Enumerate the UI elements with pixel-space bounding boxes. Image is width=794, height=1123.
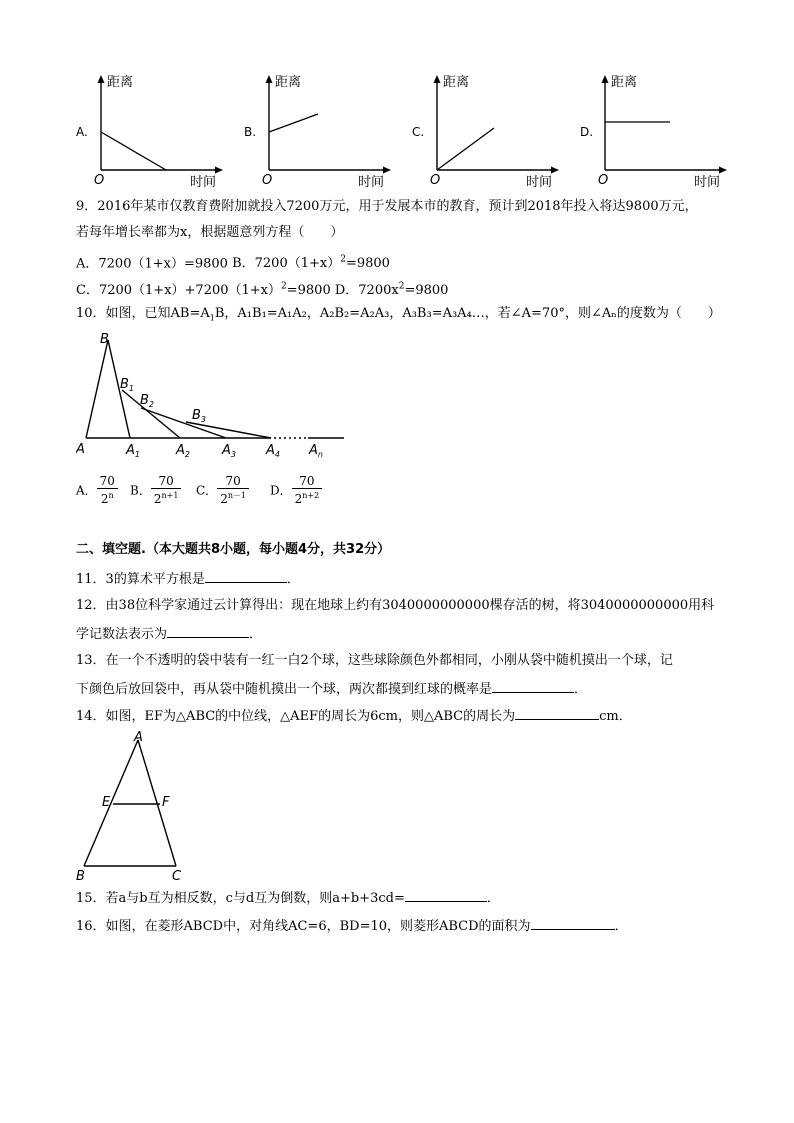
q10-option-c-den: $2^{n-1}$	[220, 491, 247, 506]
q10-option-d-letter: D．	[270, 483, 292, 498]
section-2-heading: 二、填空题.（本大题共8小题，每小题4分，共32分）	[76, 542, 391, 557]
q13-answer-blank[interactable]	[492, 678, 574, 693]
q10-label-A3: $A_3$	[222, 443, 236, 459]
q10-option-a-fraction	[97, 474, 118, 506]
q13-line2	[76, 678, 587, 700]
q10-label-A2: $A_2$	[176, 443, 190, 459]
q14-label-E: E	[102, 795, 111, 810]
q10-label-A: A	[76, 442, 85, 457]
graph-b-ylabel: 距离	[275, 75, 302, 90]
q10-option-c	[196, 474, 249, 506]
q10-label-A4: $A_4$	[266, 443, 280, 459]
q10-option-d-num: 70	[292, 474, 323, 489]
q10-label-B1: $B_1$	[120, 377, 135, 393]
q10-label-An: $A_n$	[309, 443, 323, 459]
q10-sub-1: 1	[209, 313, 215, 323]
q11-text: 11．3的算术平方根是	[76, 572, 205, 587]
q11-end: ．	[286, 572, 300, 587]
graph-d-ylabel: 距离	[611, 75, 638, 90]
q13-text: 下颜色后放回袋中，再从袋中随机摸出一个球，两次都摸到红球的概率是	[76, 682, 493, 697]
q10-option-d-den: $2^{n+2}$	[294, 491, 320, 506]
q9-option-b-text: B．7200（1+x）	[227, 256, 341, 272]
q9-option-d	[331, 283, 449, 298]
q10-seg-B3A4	[186, 422, 271, 438]
q9-option-b-exp: 2	[340, 255, 346, 265]
q12-line1: 12．由38位科学家通过云计算得出：现在地球上约有3040000000000棵存活的树，将3040000000000用科	[76, 598, 715, 613]
q14-label-F: F	[162, 795, 170, 810]
q10-label-B3: $B_3$	[192, 408, 207, 424]
q10-text-rest: B，A₁B₁=A₁A₂，A₂B₂=A₂A₃，A₃B₃=A₃A₄…，若∠A=70°，则∠Aₙ的度数为（ ）	[214, 306, 721, 321]
graph-a-letter: A.	[76, 125, 88, 139]
q16	[76, 915, 628, 937]
q10-option-b-letter: B．	[130, 483, 151, 498]
q14-side-AB	[84, 740, 138, 866]
q10-label-A1: $A_1$	[126, 443, 140, 459]
graph-d-x-arrow	[719, 167, 727, 174]
q14-triangle-figure	[76, 728, 196, 884]
graph-b	[238, 70, 398, 195]
graph-c	[406, 70, 566, 195]
q10-option-b-fraction	[151, 474, 182, 506]
q10-option-a	[76, 474, 118, 506]
q9-option-d-text: D．7200x	[330, 283, 399, 299]
q10-seg-B2A3	[141, 408, 226, 438]
q15-text: 15．若a与b互为相反数，c与d互为倒数，则a+b+3cd=	[76, 891, 405, 906]
graph-a-origin: O	[94, 173, 105, 188]
q10-label-B: B	[100, 332, 109, 347]
q13-end: ．	[574, 682, 588, 697]
graph-c-x-arrow	[551, 167, 559, 174]
q14-answer-blank[interactable]	[515, 705, 599, 720]
q15-answer-blank[interactable]	[405, 887, 487, 902]
graph-b-xlabel: 时间	[358, 175, 385, 190]
q9-line2: 若每年增长率都为x，根据题意列方程（ ）	[76, 225, 344, 240]
q12-text: 学记数法表示为	[76, 627, 168, 642]
q12-end: ．	[249, 627, 263, 642]
graph-b-x-arrow	[383, 167, 391, 174]
graph-a-x-arrow	[215, 167, 223, 174]
q9-option-c-text: C．7200（1+x）+7200（1+x）	[76, 283, 281, 299]
q14-label-B: B	[76, 869, 85, 884]
q9-option-c-rhs: =9800	[286, 283, 331, 299]
graph-a-ylabel: 距离	[107, 75, 134, 90]
graph-c-xlabel: 时间	[526, 175, 553, 190]
graph-b-letter: B.	[244, 125, 257, 139]
q10-option-b-den: $2^{n+1}$	[153, 491, 179, 506]
q9-line1: 9．2016年某市仅教育费附加就投入7200万元，用于发展本市的教育，预计到2018年投入将达9800万元，	[76, 199, 698, 214]
q14-text: 14．如图，EF为△ABC的中位线，△AEF的周长为6cm，则△ABC的周长为	[76, 709, 516, 724]
q10-seg-B1A2	[122, 390, 180, 438]
q13-line1: 13．在一个不透明的袋中装有一红一白2个球，这些球除颜色外都相同，小刚从袋中随机摸出一个球，记	[76, 653, 673, 668]
graph-a-xlabel: 时间	[190, 175, 217, 190]
q15	[76, 887, 500, 909]
graph-c-letter: C.	[412, 125, 425, 139]
q10-text-start: 10．如图，已知AB=A	[76, 306, 210, 321]
q10-text	[76, 304, 721, 329]
graph-c-line	[437, 128, 494, 170]
q9-option-d-rhs: =9800	[404, 283, 449, 299]
q9-option-c-exp: 2	[281, 282, 287, 292]
q14-side-AC	[138, 740, 176, 866]
q14	[76, 705, 632, 727]
q10-seg-AB	[86, 340, 108, 438]
q10-figure	[76, 330, 348, 460]
q16-text: 16．如图，在菱形ABCD中，对角线AC=6，BD=10，则菱形ABCD的面积为	[76, 919, 531, 934]
graph-a-y-arrow	[98, 75, 105, 83]
q9-options-ab	[76, 250, 390, 274]
q10-option-c-num: 70	[217, 474, 249, 489]
q11-answer-blank[interactable]	[205, 568, 287, 583]
q16-answer-blank[interactable]	[531, 915, 615, 930]
q12-line2	[76, 623, 262, 645]
q9-option-b	[228, 256, 390, 271]
q10-option-a-den: 2$^n$	[100, 491, 114, 506]
q10-option-c-fraction	[217, 474, 249, 506]
graph-d-letter: D.	[580, 125, 594, 139]
graph-a-line	[101, 132, 166, 170]
q16-end: ．	[614, 919, 628, 934]
graph-d-xlabel: 时间	[694, 175, 721, 190]
q14-end: cm．	[599, 709, 632, 724]
q10-option-b	[130, 474, 181, 506]
graph-b-y-arrow	[266, 75, 273, 83]
q15-end: ．	[486, 891, 500, 906]
q9-option-a: A．7200（1+x）=9800	[76, 256, 228, 272]
graph-a	[70, 70, 230, 195]
q11	[76, 568, 300, 590]
graph-c-ylabel: 距离	[443, 75, 470, 90]
q12-answer-blank[interactable]	[167, 623, 249, 638]
graph-c-y-arrow	[434, 75, 441, 83]
graph-d-y-arrow	[602, 75, 609, 83]
q10-option-a-num: 70	[97, 474, 118, 489]
q14-label-C: C	[172, 869, 182, 884]
q9-option-d-exp: 2	[398, 282, 405, 292]
graph-d	[574, 70, 734, 195]
graph-c-origin: O	[430, 173, 441, 188]
graph-b-origin: O	[262, 173, 273, 188]
q10-option-d	[270, 474, 322, 506]
q10-option-b-num: 70	[151, 474, 182, 489]
q10-label-B2: $B_2$	[140, 393, 155, 409]
q10-option-a-letter: A．	[76, 483, 97, 498]
q10-option-c-letter: C．	[196, 483, 218, 498]
q10-option-d-fraction	[292, 474, 323, 506]
q14-label-A: A	[134, 730, 143, 745]
q9-option-b-rhs: =9800	[345, 256, 390, 272]
graph-b-line	[269, 114, 318, 132]
q9-option-c	[76, 283, 331, 298]
q9-options-cd	[76, 277, 448, 301]
graph-d-origin: O	[598, 173, 609, 188]
